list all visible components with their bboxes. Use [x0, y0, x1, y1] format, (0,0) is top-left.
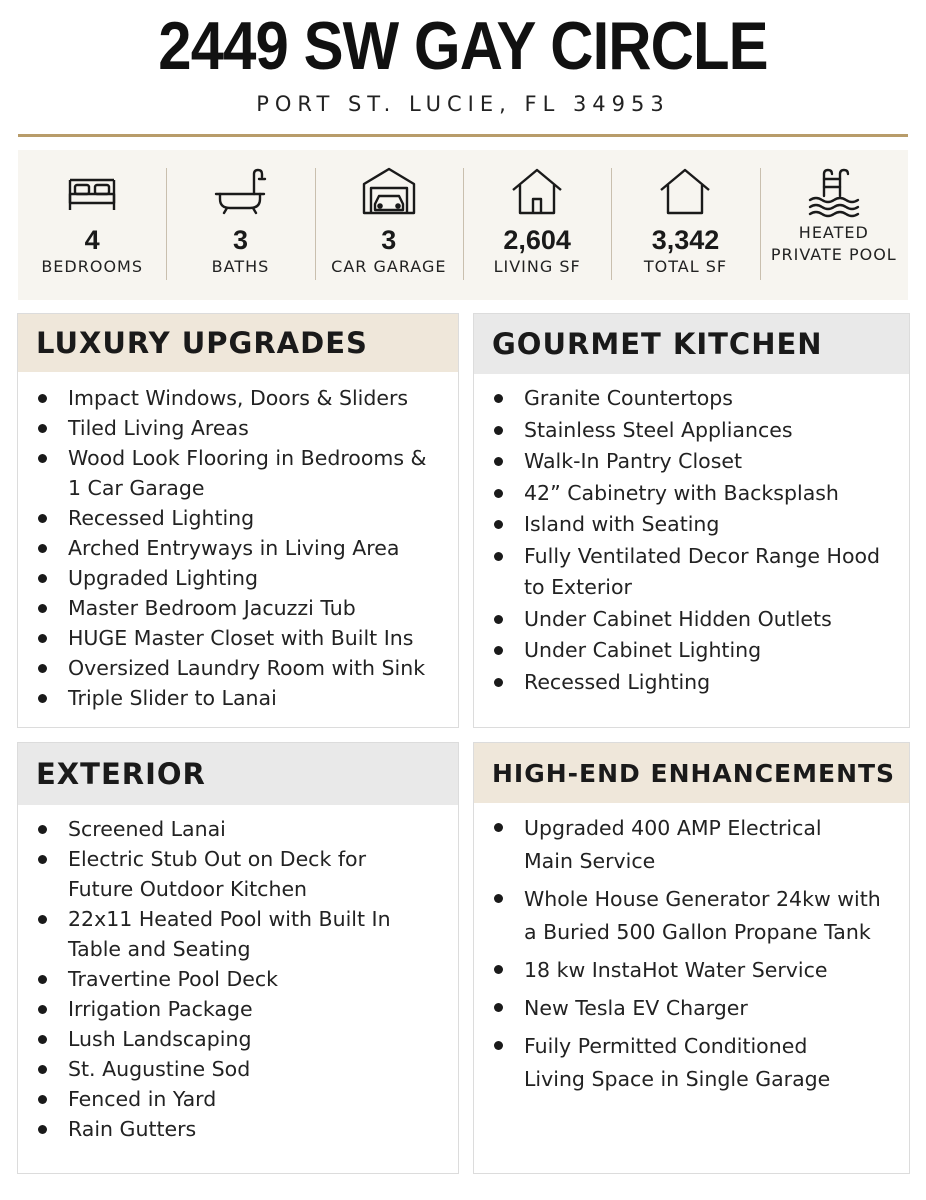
list-item: New Tesla EV Charger [492, 992, 909, 1025]
list-item: Arched Entryways in Living Area [36, 533, 458, 563]
list-item: Recessed Lighting [492, 667, 909, 699]
list-item: Triple Slider to Lanai [36, 683, 458, 713]
stat-label: LIVING SF [493, 257, 581, 276]
stat-label: BEDROOMS [41, 257, 143, 276]
stat-value: 4 [84, 225, 100, 255]
exterior-card [17, 742, 459, 1174]
list-item: Granite Countertops [492, 383, 909, 415]
list-item: 22x11 Heated Pool with Built In Table and Seating [36, 904, 458, 964]
list-item: 42” Cabinetry with Backsplash [492, 478, 909, 510]
stat-bedrooms [18, 150, 166, 300]
high-end-enhancements-card [473, 742, 910, 1174]
bed-icon [64, 166, 120, 218]
list-item: Impact Windows, Doors & Sliders [36, 383, 458, 413]
list-item: Fully Ventilated Decor Range Hood to Exterior [492, 541, 909, 604]
luxury-upgrades-list [18, 372, 458, 713]
list-item: St. Augustine Sod [36, 1054, 458, 1084]
luxury-upgrades-title: LUXURY UPGRADES [18, 314, 458, 372]
stat-garage [315, 150, 463, 300]
list-item: Upgraded 400 AMP Electrical Main Service [492, 812, 909, 878]
list-item: HUGE Master Closet with Built Ins [36, 623, 458, 653]
list-item: Travertine Pool Deck [36, 964, 458, 994]
stat-value: 3,342 [651, 225, 720, 255]
list-item: Walk-In Pantry Closet [492, 446, 909, 478]
stat-living-sf [463, 150, 611, 300]
pool-icon [806, 166, 862, 218]
gourmet-kitchen-title: GOURMET KITCHEN [474, 314, 909, 374]
list-item: Fuily Permitted Conditioned Living Space in Single Garage [492, 1030, 909, 1096]
list-item: Whole House Generator 24kw with a Buried 500 Gallon Propane Tank [492, 883, 909, 949]
header-divider [18, 134, 908, 137]
stat-value: 3 [381, 225, 397, 255]
stat-pool [760, 150, 908, 300]
high-end-enhancements-title: HIGH-END ENHANCEMENTS [474, 743, 909, 803]
list-item: Rain Gutters [36, 1114, 458, 1144]
list-item: Stainless Steel Appliances [492, 415, 909, 447]
list-item: Wood Look Flooring in Bedrooms & 1 Car Garage [36, 443, 458, 503]
property-address: 2449 SW GAY CIRCLE [158, 8, 768, 84]
house-icon [509, 166, 565, 218]
stat-label: CAR GARAGE [331, 257, 447, 276]
high-end-enhancements-list [474, 803, 909, 1096]
stat-label: BATHS [211, 257, 270, 276]
list-item: Electric Stub Out on Deck for Future Outdoor Kitchen [36, 844, 458, 904]
exterior-list [18, 805, 458, 1144]
list-item: Under Cabinet Lighting [492, 635, 909, 667]
list-item: Fenced in Yard [36, 1084, 458, 1114]
bathtub-icon [212, 166, 268, 218]
gourmet-kitchen-card [473, 313, 910, 728]
gourmet-kitchen-list [474, 374, 909, 698]
list-item: Island with Seating [492, 509, 909, 541]
stat-value: 2,604 [503, 225, 571, 255]
list-item: Recessed Lighting [36, 503, 458, 533]
list-item: Upgraded Lighting [36, 563, 458, 593]
stat-baths [166, 150, 314, 300]
list-item: Oversized Laundry Room with Sink [36, 653, 458, 683]
list-item: Tiled Living Areas [36, 413, 458, 443]
house-icon [657, 166, 713, 218]
list-item: 18 kw InstaHot Water Service [492, 954, 909, 987]
stats-bar [18, 150, 908, 300]
stat-label: TOTAL SF [643, 257, 728, 276]
list-item: Master Bedroom Jacuzzi Tub [36, 593, 458, 623]
luxury-upgrades-card [17, 313, 459, 728]
stat-value: 3 [232, 225, 248, 255]
list-item: Under Cabinet Hidden Outlets [492, 604, 909, 636]
stat-total-sf [611, 150, 759, 300]
garage-icon [361, 166, 417, 218]
list-item: Screened Lanai [36, 814, 458, 844]
stat-label: PRIVATE POOL [770, 245, 897, 264]
stat-label: HEATED [798, 223, 869, 242]
list-item: Irrigation Package [36, 994, 458, 1024]
list-item: Lush Landscaping [36, 1024, 458, 1054]
property-city: PORT ST. LUCIE, FL 34953 [256, 92, 670, 116]
exterior-title: EXTERIOR [18, 743, 458, 805]
